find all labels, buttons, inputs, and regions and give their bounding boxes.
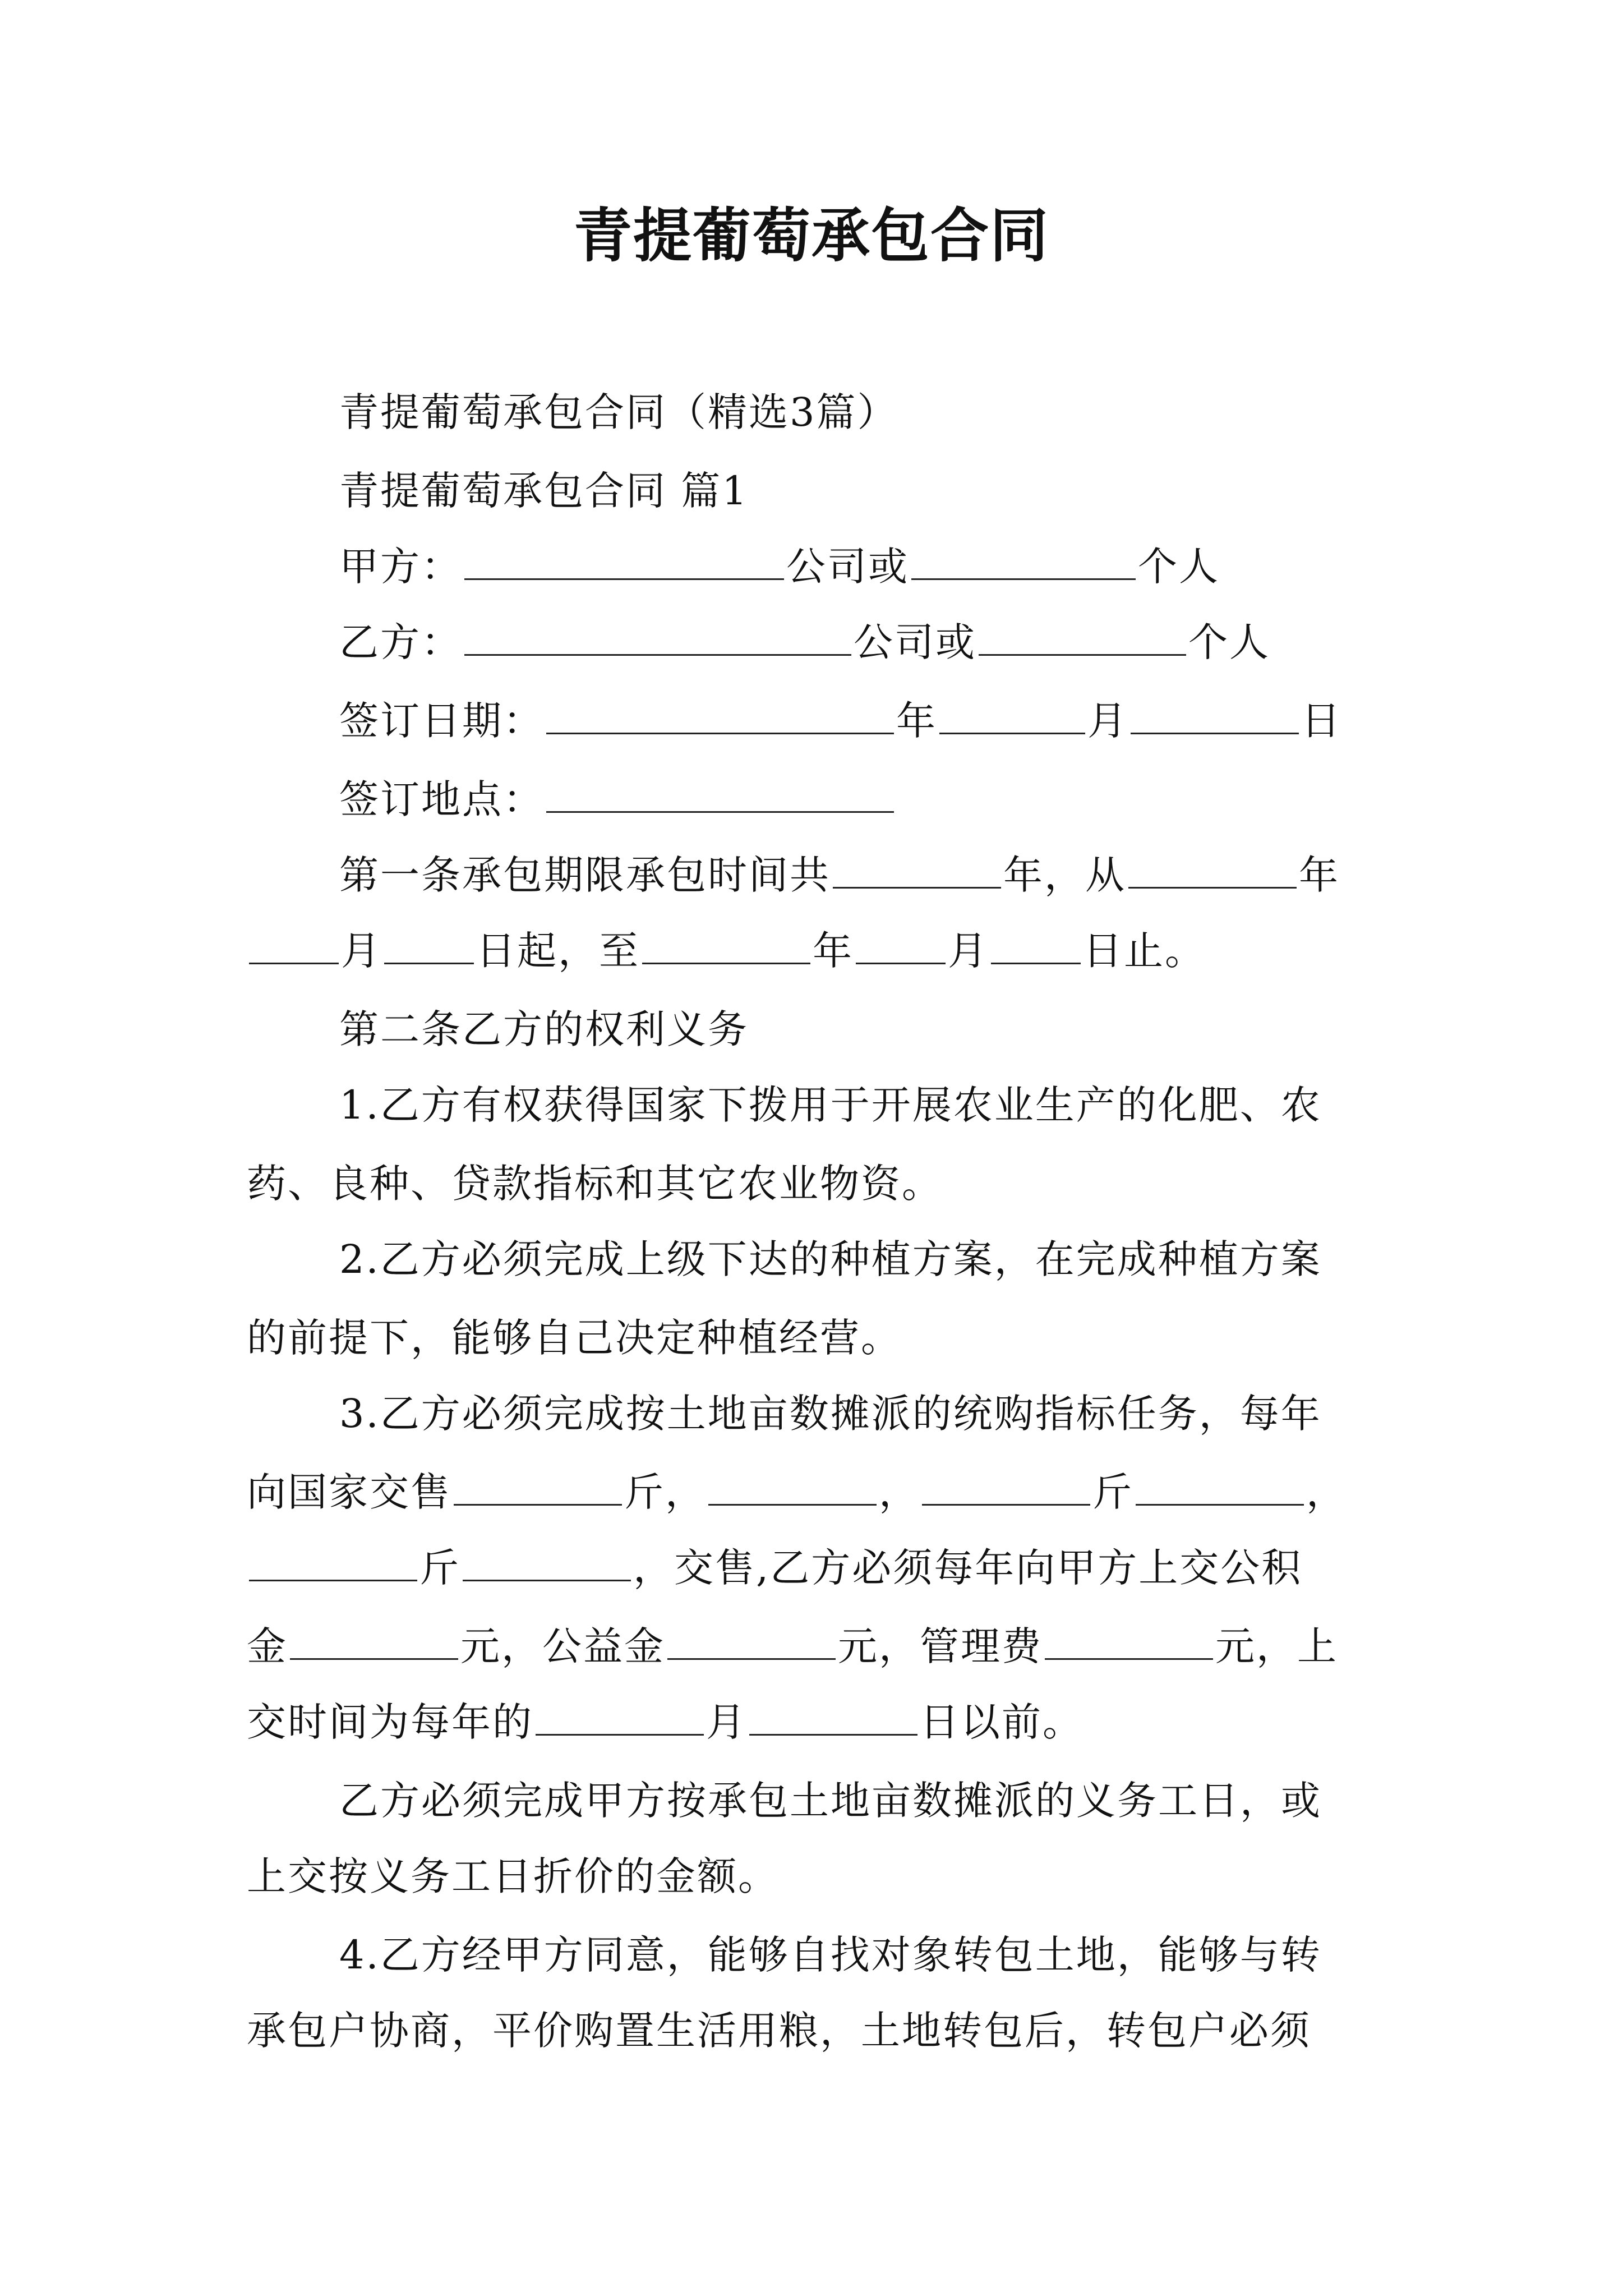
document-title: 青提葡萄承包合同 bbox=[573, 201, 1049, 270]
sign-place-label: 签订地点： bbox=[339, 776, 544, 822]
item3-line4 bbox=[247, 1621, 1338, 1672]
sign-date-day: 日 bbox=[1301, 698, 1342, 744]
article1-start-year-blank bbox=[1128, 854, 1297, 889]
item3-line1: 3.乙方必须完成按土地亩数摊派的统购指标任务，每年 bbox=[339, 1391, 1322, 1437]
item1-line2: 药、良种、贷款指标和其它农业物资。 bbox=[247, 1161, 943, 1207]
item3-text-n: 日以前。 bbox=[920, 1699, 1083, 1745]
sign-date-line bbox=[339, 696, 1342, 746]
party-b-company-blank bbox=[464, 622, 851, 656]
item3b-line1: 乙方必须完成甲方按承包土地亩数摊派的义务工日，或 bbox=[339, 1778, 1322, 1824]
item3-text-c: ， bbox=[879, 1469, 920, 1515]
article1-line1 bbox=[339, 850, 1340, 900]
section-heading: 青提葡萄承包合同 篇1 bbox=[339, 468, 749, 514]
article1-text-h: 日止。 bbox=[1083, 928, 1206, 974]
item4-line1: 4.乙方经甲方同意，能够自找对象转包土地，能够与转 bbox=[339, 1932, 1322, 1978]
article1-start-month-blank bbox=[249, 930, 339, 964]
party-b-label: 乙方： bbox=[339, 619, 462, 665]
item3-text-l: 交时间为每年的 bbox=[247, 1699, 533, 1745]
item3-text-j: 元，管理费 bbox=[838, 1623, 1043, 1669]
sign-date-year: 年 bbox=[896, 698, 937, 744]
item3-welfare-fund-blank bbox=[667, 1626, 836, 1660]
item3-reserve-fund-blank bbox=[290, 1626, 458, 1660]
sign-date-month-blank bbox=[939, 700, 1085, 734]
article1-text-d: 月 bbox=[341, 928, 382, 974]
item1-line1: 1.乙方有权获得国家下拨用于开展农业生产的化肥、农 bbox=[339, 1082, 1322, 1128]
item3-blank-6 bbox=[463, 1547, 631, 1581]
sign-date-label: 签订日期： bbox=[339, 698, 544, 744]
article1-end-year-blank bbox=[642, 930, 810, 964]
party-a-person-suffix: 个人 bbox=[1138, 544, 1220, 590]
sign-date-year-blank bbox=[546, 700, 894, 734]
item3-blank-4 bbox=[1136, 1471, 1304, 1506]
article1-text-a: 第一条承包期限承包时间共 bbox=[339, 852, 831, 898]
article1-text-g: 月 bbox=[948, 928, 989, 974]
document-subtitle: 青提葡萄承包合同（精选3篇） bbox=[339, 389, 898, 435]
item2-line2: 的前提下，能够自己决定种植经营。 bbox=[247, 1315, 902, 1361]
item3-text-i: 元，公益金 bbox=[460, 1623, 665, 1669]
item3-management-fee-blank bbox=[1045, 1626, 1213, 1660]
item3-text-a: 向国家交售 bbox=[247, 1469, 451, 1515]
item3-text-h: 金 bbox=[247, 1623, 288, 1669]
party-b-company-suffix: 公司或 bbox=[854, 619, 976, 665]
party-a-line bbox=[339, 541, 1220, 592]
item3-text-k: 元，上 bbox=[1215, 1623, 1338, 1669]
item3-text-m: 月 bbox=[706, 1699, 747, 1745]
article1-text-b: 年，从 bbox=[1003, 852, 1126, 898]
party-a-company-suffix: 公司或 bbox=[786, 544, 909, 590]
article1-line2 bbox=[247, 926, 1206, 976]
article1-end-day-blank bbox=[991, 930, 1081, 964]
item3-blank-1 bbox=[454, 1471, 622, 1506]
party-a-label: 甲方： bbox=[339, 544, 462, 590]
party-b-person-suffix: 个人 bbox=[1188, 619, 1270, 665]
sign-place-line bbox=[339, 774, 896, 825]
party-a-person-blank bbox=[911, 546, 1136, 580]
article1-end-month-blank bbox=[856, 930, 946, 964]
item3-text-e: ， bbox=[1306, 1469, 1347, 1515]
item3-text-d: 斤 bbox=[1092, 1469, 1133, 1515]
item3-deadline-month-blank bbox=[536, 1701, 704, 1736]
party-a-company-blank bbox=[464, 546, 784, 580]
item4-line2: 承包户协商，平价购置生活用粮，土地转包后，转包户必须 bbox=[247, 2008, 1311, 2054]
article1-start-day-blank bbox=[384, 930, 474, 964]
item3-deadline-day-blank bbox=[749, 1701, 917, 1736]
item3-blank-2 bbox=[708, 1471, 877, 1506]
item2-line1: 2.乙方必须完成上级下达的种植方案，在完成种植方案 bbox=[339, 1236, 1322, 1282]
item3-text-g: ，交售,乙方必须每年向甲方上交公积 bbox=[633, 1545, 1303, 1591]
article1-text-f: 年 bbox=[813, 928, 854, 974]
article2-heading: 第二条乙方的权利义务 bbox=[339, 1006, 749, 1052]
party-b-person-blank bbox=[979, 622, 1186, 656]
party-b-line bbox=[339, 617, 1270, 668]
sign-place-blank bbox=[546, 779, 894, 813]
sign-date-day-blank bbox=[1131, 700, 1299, 734]
item3-text-b: 斤， bbox=[624, 1469, 706, 1515]
item3-text-f: 斤 bbox=[419, 1545, 460, 1591]
item3-blank-3 bbox=[922, 1471, 1090, 1506]
article1-text-c: 年 bbox=[1299, 852, 1340, 898]
article1-years-blank bbox=[833, 854, 1001, 889]
article1-text-e: 日起，至 bbox=[476, 928, 640, 974]
item3-blank-5 bbox=[249, 1547, 417, 1581]
item3-line2 bbox=[247, 1467, 1347, 1517]
sign-date-month: 月 bbox=[1087, 698, 1128, 744]
item3-line5 bbox=[247, 1697, 1083, 1747]
item3-line3 bbox=[247, 1543, 1302, 1593]
item3b-line2: 上交按义务工日折价的金额。 bbox=[247, 1853, 779, 1899]
